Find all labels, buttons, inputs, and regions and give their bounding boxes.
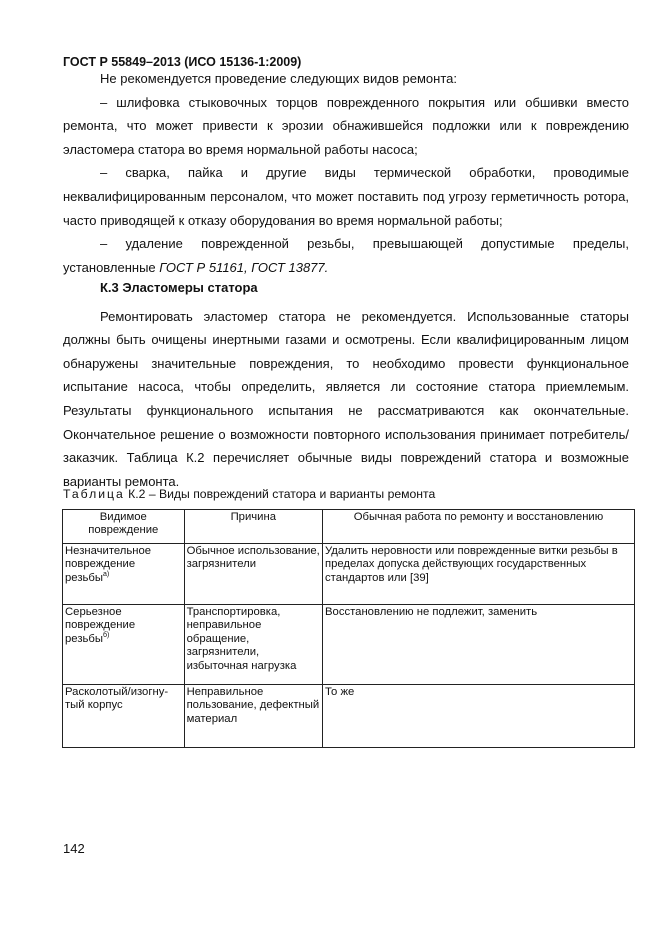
header-cause: Причина — [184, 510, 322, 544]
table-row — [63, 605, 635, 685]
table-caption-label: Таблица — [63, 487, 125, 501]
page-number: 142 — [63, 841, 85, 856]
cell-damage — [63, 605, 185, 685]
cell-cause: Обычное использование, загрязнители — [184, 544, 322, 605]
cell-cause: Неправильное пользование, дефектный материал — [184, 685, 322, 748]
cell-cause: Транспортировка, неправильное обращение, загрязнители, избыточная нагрузка — [184, 605, 322, 685]
footnote-mark: б) — [102, 632, 110, 640]
section-title: К.3 Эластомеры статора — [100, 280, 258, 295]
header-repair: Обычная работа по ремонту и восстановлению — [323, 510, 635, 544]
intro-paragraph: Не рекомендуется проведение следующих видов ремонта: — [100, 71, 457, 86]
cell-repair: Удалить неровности или поврежденные витки резьбы в пределах допуска действующих государственных стандартов или [39] — [323, 544, 635, 605]
table-row — [63, 544, 635, 605]
table-row — [63, 685, 635, 748]
section-k3 — [63, 276, 629, 493]
damage-table — [62, 509, 635, 748]
cell-damage — [63, 544, 185, 605]
repair-list — [63, 67, 629, 279]
table-header-row — [63, 510, 635, 544]
cell-repair: То же — [323, 685, 635, 748]
damage-text: Незначительное повреждение резьбы — [65, 545, 152, 584]
document-header: ГОСТ Р 55849–2013 (ИСО 15136-1:2009) — [63, 55, 302, 69]
standards-reference: ГОСТ Р 51161, ГОСТ 13877. — [159, 259, 329, 275]
list-item-3-text: – удаление поврежденной резьбы, превышающей допустимые пределы, установленные — [63, 236, 629, 275]
header-damage: Видимое повреждение — [63, 510, 185, 544]
damage-text: Серьезное повреждение резьбы — [65, 606, 136, 645]
table-caption-text: К.2 – Виды повреждений статора и варианты ремонта — [124, 487, 436, 501]
list-item-1: – шлифовка стыковочных торцов поврежденного покрытия или обшивки вместо ремонта, что может привести к эрозии обнажившейся подложки или к повреждению эластомера статора во время нормальной работы насоса; — [63, 94, 629, 157]
table-caption — [63, 487, 435, 501]
cell-damage: Расколотый/изогну-тый корпус — [63, 685, 185, 748]
list-item-3 — [63, 232, 629, 279]
footnote-mark: а) — [102, 571, 110, 579]
cell-repair: Восстановлению не подлежит, заменить — [323, 605, 635, 685]
section-paragraph: Ремонтировать эластомер статора не рекомендуется. Использованные статоры должны быть очищены инертными газами и осмотрены. Если квалифицированным лицом обнаружены значительные повреждения, то необходимо провести функциональное испытание насоса, чтобы определить, является ли состояние статора приемлемым. Результаты функционального испытания не рассматриваются как окончательные. Окончательное решение о возможности повторного использования принимает потребитель/заказчик. Таблица К.2 перечисляет обычные виды повреждений статора и возможные варианты ремонта. — [63, 308, 629, 489]
list-item-2: – сварка, пайка и другие виды термической обработки, проводимые неквалифицированным персоналом, что может поставить под угрозу герметичность ротора, часто приводящей к отказу оборудования во время нормальной работы; — [63, 165, 629, 228]
